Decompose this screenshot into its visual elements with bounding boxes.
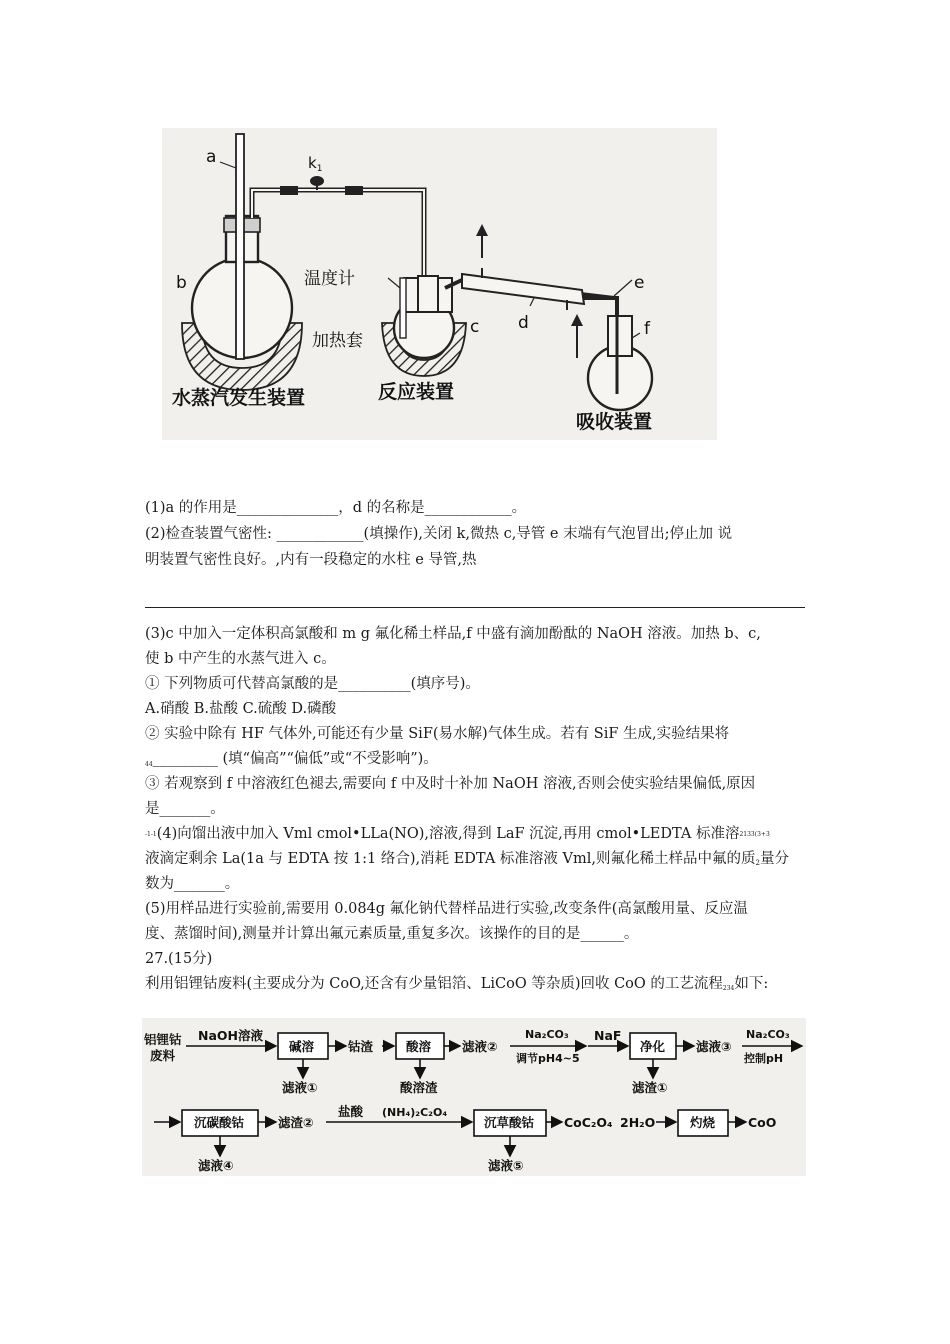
flow-residue2: 滤渣② — [278, 1115, 314, 1130]
flow-precip-ox: 沉草酸钴 — [484, 1115, 535, 1130]
label-a: a — [206, 147, 217, 167]
flow-purify: 净化 — [640, 1039, 666, 1054]
flow-control-ph: 控制pH — [744, 1052, 784, 1065]
apparatus-diagram — [162, 128, 717, 440]
process-flowchart — [142, 1018, 806, 1176]
flow-cobalt-slag: 钴渣 — [348, 1039, 374, 1054]
label-f: f — [644, 319, 650, 339]
divider — [145, 607, 805, 608]
thermometer — [400, 278, 406, 338]
flow-acid: 酸溶 — [406, 1039, 432, 1054]
margin-mark: 2133(3+3 — [739, 831, 770, 838]
label-d: d — [518, 313, 529, 333]
flow-acid-residue: 酸溶渣 — [400, 1080, 438, 1095]
question-3-sub2: ② 实验中除有 HF 气体外,可能还有少量 SiF(易水解)气体生成。若有 SiF 生成,实验结果将 — [145, 726, 730, 742]
label-thermometer: 温度计 — [304, 269, 355, 289]
question-1: (1)a 的作用是______________，d 的名称是____________。 — [145, 500, 527, 516]
flow-filtrate2: 滤液② — [462, 1039, 498, 1054]
flow-alkali: 碱溶 — [289, 1039, 315, 1054]
flow-h2o: 2H₂O — [620, 1115, 656, 1130]
question-5-line1: (5)用样品进行实验前,需要用 0.084g 氟化钠代替样品进行实验,改变条件(高氯酸用量、反应温 — [145, 901, 748, 917]
flow-filtrate1: 滤液① — [282, 1080, 318, 1095]
flow-oxalate: (NH₄)₂C₂O₄ — [382, 1106, 448, 1119]
flow-start-1: 铝锂钴 — [144, 1032, 182, 1047]
question-4-line3: 数为_______。 — [145, 876, 240, 892]
question-3-sub1: ① 下列物质可代替高氯酸的是__________(填序号)。 — [145, 676, 480, 692]
label-c: c — [470, 317, 480, 337]
label-k1: $k_1$ — [308, 154, 323, 174]
condenser-d — [462, 274, 584, 304]
margin-mark: -1-1 — [145, 831, 157, 838]
question-3-sub3-line2: 是_______。 — [145, 801, 225, 817]
question-2-line1: (2)检查装置气密性: ____________(填操作),关闭 k,微热 c,导管 e 末端有气泡冒出;停止加 说 — [145, 526, 733, 542]
caption-reaction: 反应装置 — [378, 381, 455, 403]
flow-precip-carb: 沉碳酸钴 — [194, 1115, 245, 1130]
flow-calcine: 灼烧 — [690, 1115, 716, 1130]
caption-absorption: 吸收装置 — [576, 411, 653, 433]
question-3-sub3-line1: ③ 若观察到 f 中溶液红色褪去,需要向 f 中及时十补加 NaOH 溶液,否则会使实验结果偏低,原因 — [145, 776, 756, 792]
flow-na2co3: Na₂CO₃ — [525, 1028, 569, 1041]
question-3-options: A.硝酸 B.盐酸 C.硫酸 D.磷酸 — [145, 701, 337, 717]
flow-coo: CoO — [748, 1115, 777, 1130]
tube-a — [236, 134, 244, 359]
flow-hcl: 盐酸 — [338, 1104, 364, 1119]
flow-coc2o4: CoC₂O₄ — [564, 1115, 613, 1130]
margin-mark: 44 — [145, 761, 153, 768]
question-27-heading: 27.(15分) — [145, 951, 213, 967]
label-e: e — [634, 273, 645, 293]
flow-naoh: NaOH溶液 — [198, 1028, 263, 1043]
flow-na2co3-b: Na₂CO₃ — [746, 1028, 790, 1041]
flow-filtrate3: 滤液③ — [696, 1039, 732, 1054]
question-3-line1: (3)c 中加入一定体积高氯酸和 m g 氟化稀土样品,f 中盛有滴加酚酞的 NaOH 溶液。加热 b、c, — [145, 626, 761, 642]
question-5-line2: 度、蒸馏时间),测量并计算出氟元素质量,重复多次。该操作的目的是______。 — [145, 926, 639, 942]
flow-start-2: 废料 — [150, 1048, 176, 1063]
flow-naf: NaF — [594, 1028, 622, 1043]
margin-mark: 234 — [722, 985, 735, 992]
question-27-intro: 利用铝锂钴废料(主要成分为 CoO,还含有少量铝箔、LiCoO 等杂质)回收 CoO 的工艺流程234如下: — [145, 976, 769, 992]
flow-residue1: 滤渣① — [632, 1080, 668, 1095]
label-b: b — [176, 273, 187, 293]
flow-filtrate5: 滤液⑤ — [488, 1158, 524, 1173]
caption-steam-generator: 水蒸汽发生装置 — [172, 387, 306, 409]
flow-adjust-ph: 调节pH4~5 — [516, 1052, 580, 1065]
question-3-sub2-blank: $_{44}$_________ (填“偏高”“偏低”或“不受影响”)。 — [145, 751, 438, 768]
label-mantle: 加热套 — [312, 331, 363, 351]
flow-filtrate4: 滤液④ — [198, 1158, 234, 1173]
question-4-line1: -1-1(4)向馏出液中加入 Vml cmol•LLa(NO),溶液,得到 LaF 沉淀,再用 cmol•LEDTA 标准溶2133(3+3 — [145, 826, 770, 842]
question-4-line2: 液滴定剩余 La(1a 与 EDTA 按 1:1 络合),消耗 EDTA 标准溶液 Vml,则氟化稀土样品中氟的质2量分 — [145, 851, 789, 867]
question-2-line2: 明装置气密性良好。,内有一段稳定的水柱 e 导管,热 — [145, 552, 477, 568]
question-3-line2: 使 b 中产生的水蒸气进入 c。 — [145, 651, 336, 667]
margin-mark: 2 — [755, 859, 760, 867]
